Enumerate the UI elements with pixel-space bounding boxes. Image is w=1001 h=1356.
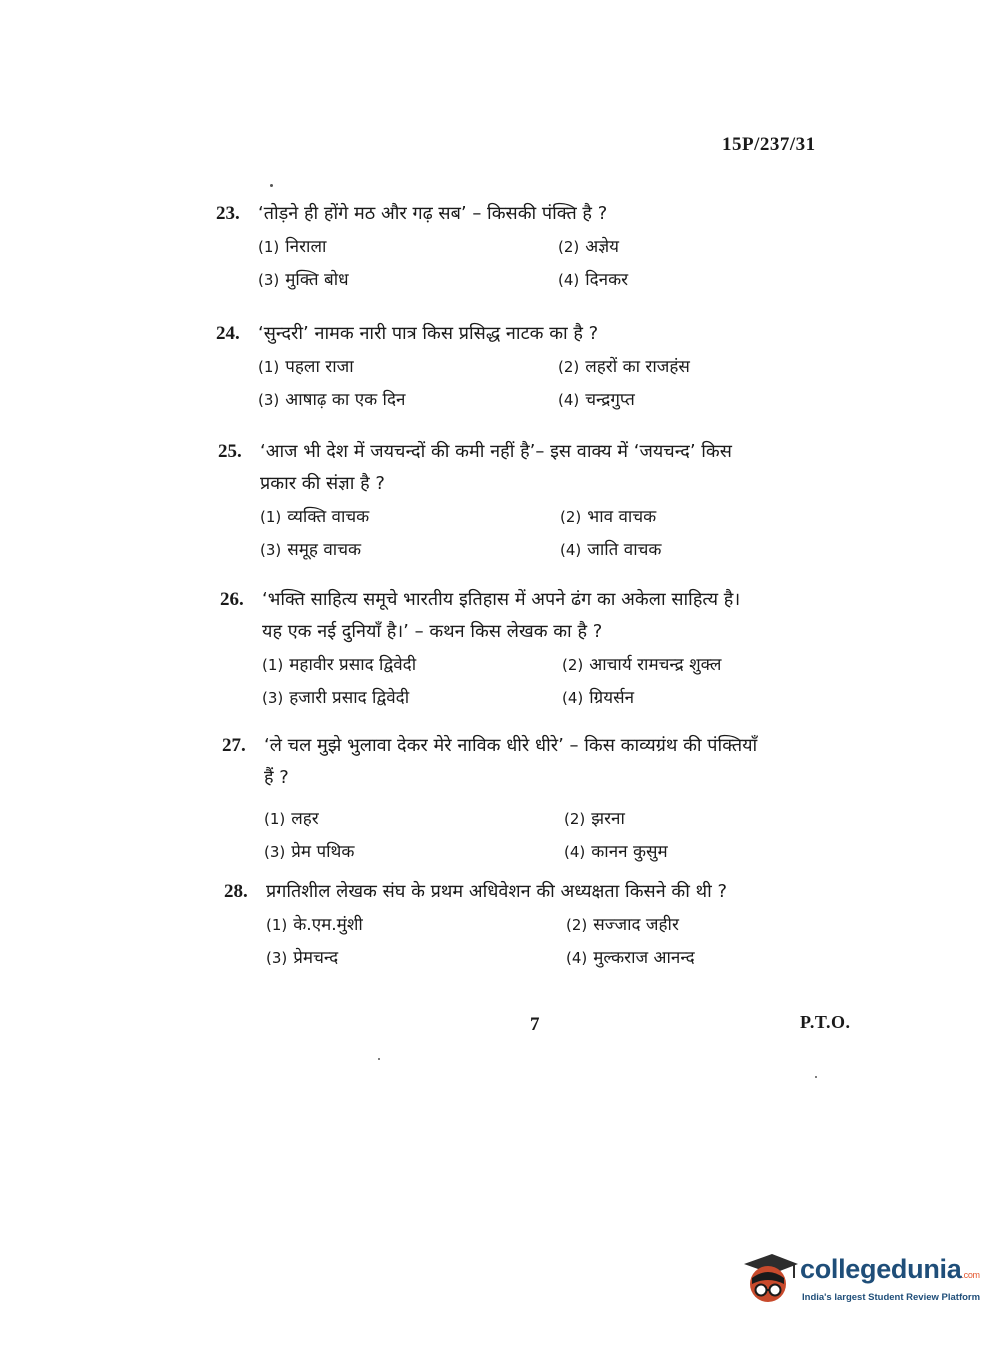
watermark-tagline: India's largest Student Review Platform	[802, 1292, 981, 1303]
question-number: 25.	[218, 441, 242, 462]
watermark-dotcom: .com	[961, 1270, 980, 1280]
collegedunia-watermark	[738, 1248, 981, 1312]
option-3: (3) प्रेम पथिक	[264, 842, 355, 862]
question-number: 28.	[224, 881, 248, 902]
question-number: 27.	[222, 735, 246, 756]
question-number: 23.	[216, 203, 240, 224]
watermark-brand: collegedunia	[800, 1254, 962, 1284]
scan-speck	[815, 1076, 817, 1078]
option-1: (1) लहर	[264, 809, 319, 829]
option-4: (4) दिनकर	[558, 270, 629, 290]
option-3: (3) मुक्ति बोध	[258, 270, 349, 290]
options-list	[264, 804, 872, 868]
options-list	[262, 650, 870, 714]
page-number: 7	[530, 1014, 540, 1035]
option-3: (3) हजारी प्रसाद द्विवेदी	[262, 688, 410, 708]
question-text: ‘आज भी देश में जयचन्दों की कमी नहीं है’– इस वाक्य में ‘जयचन्द’ किस	[260, 441, 732, 462]
option-1: (1) महावीर प्रसाद द्विवेदी	[262, 655, 417, 675]
option-3: (3) प्रेमचन्द	[266, 948, 339, 968]
option-1: (1) के.एम.मुंशी	[266, 915, 363, 935]
scan-speck	[270, 184, 273, 187]
question-text: ‘भक्ति साहित्य समूचे भारतीय इतिहास में अपने ढंग का अकेला साहित्य है।	[262, 589, 741, 610]
question-27	[222, 730, 872, 868]
question-24	[216, 318, 866, 416]
option-4: (4) मुल्कराज आनन्द	[566, 948, 695, 968]
question-23	[216, 198, 866, 296]
option-4: (4) जाति वाचक	[560, 540, 662, 560]
question-25	[218, 436, 868, 566]
option-2: (2) अज्ञेय	[558, 237, 619, 257]
collegedunia-logo-icon	[738, 1248, 800, 1310]
question-text-cont: यह एक नई दुनियाँ है।’ – कथन किस लेखक का है ?	[262, 621, 603, 642]
option-2: (2) भाव वाचक	[560, 507, 657, 527]
question-text: प्रगतिशील लेखक संघ के प्रथम अधिवेशन की अध्यक्षता किसने की थी ?	[266, 881, 728, 902]
option-1: (1) पहला राजा	[258, 357, 354, 377]
question-number: 24.	[216, 323, 240, 344]
question-text: ‘तोड़ने ही होंगे मठ और गढ़ सब’ – किसकी पंक्ति है ?	[258, 203, 608, 224]
option-3: (3) समूह वाचक	[260, 540, 362, 560]
question-text-cont: प्रकार की संज्ञा है ?	[260, 473, 385, 494]
option-2: (2) लहरों का राजहंस	[558, 357, 690, 377]
question-text: ‘ले चल मुझे भुलावा देकर मेरे नाविक धीरे धीरे’ – किस काव्यग्रंथ की पंक्तियाँ	[264, 735, 758, 756]
option-3: (3) आषाढ़ का एक दिन	[258, 390, 406, 410]
pto-label: P.T.O.	[800, 1012, 851, 1032]
question-26	[220, 584, 870, 714]
options-list	[258, 352, 866, 416]
options-list	[260, 502, 868, 566]
option-2: (2) झरना	[564, 809, 625, 829]
option-4: (4) कानन कुसुम	[564, 842, 668, 862]
question-number: 26.	[220, 589, 244, 610]
option-4: (4) ग्रियर्सन	[562, 688, 635, 708]
option-2: (2) आचार्य रामचन्द्र शुक्ल	[562, 655, 722, 675]
option-1: (1) निराला	[258, 237, 327, 257]
option-4: (4) चन्द्रगुप्त	[558, 390, 635, 410]
option-1: (1) व्यक्ति वाचक	[260, 507, 370, 527]
option-2: (2) सज्जाद जहीर	[566, 915, 679, 935]
question-text: ‘सुन्दरी’ नामक नारी पात्र किस प्रसिद्ध नाटक का है ?	[258, 323, 599, 344]
options-list	[266, 910, 874, 974]
paper-code: 15P/237/31	[722, 134, 816, 155]
options-list	[258, 232, 866, 296]
scan-speck	[378, 1058, 380, 1060]
question-text-cont: हैं ?	[264, 767, 289, 788]
question-28	[224, 876, 874, 974]
